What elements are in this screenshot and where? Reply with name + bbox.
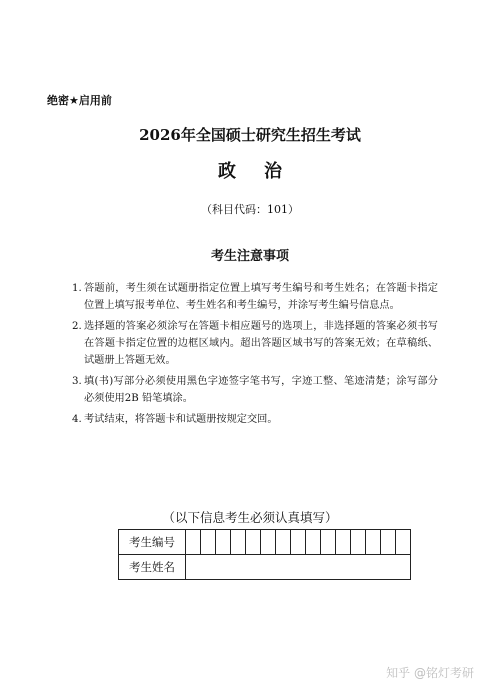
notice-item-text: 选择题的答案必须涂写在答题卡相应题号的选项上，非选择题的答案必须书写在答题卡指定位置的边框区域内。超出答题区域书写的答案无效；在草稿纸、试题册上答题无效。: [84, 321, 438, 366]
candidate-info-table: [118, 529, 411, 580]
notice-item: [72, 411, 438, 428]
notice-item-number: 2.: [72, 321, 82, 332]
notice-item-text: 考试结束，将答题卡和试题册按规定交回。: [84, 414, 278, 425]
notice-item-number: 4.: [72, 414, 82, 425]
candidate-number-digit-box[interactable]: [321, 530, 336, 555]
subject-title: 政治: [218, 161, 310, 182]
candidate-number-digit-box[interactable]: [366, 530, 381, 555]
watermark: 知乎 @铭灯考研: [386, 666, 474, 680]
notice-item: [72, 318, 438, 369]
candidate-name-field[interactable]: [186, 555, 411, 580]
candidate-number-digit-box[interactable]: [201, 530, 216, 555]
candidate-number-digit-box[interactable]: [231, 530, 246, 555]
candidate-number-digit-box[interactable]: [276, 530, 291, 555]
candidate-info-note: （以下信息考生必须认真填写）: [162, 510, 338, 525]
notice-title: 考生注意事项: [210, 249, 289, 264]
notice-item: [72, 280, 438, 314]
candidate-number-digit-box[interactable]: [291, 530, 306, 555]
candidate-number-digit-box[interactable]: [246, 530, 261, 555]
candidate-name-row: [119, 555, 411, 580]
notice-item: [72, 373, 438, 407]
candidate-number-digit-box[interactable]: [216, 530, 231, 555]
secret-mark: 绝密★启用前: [47, 94, 112, 107]
candidate-number-digit-box[interactable]: [396, 530, 411, 555]
notice-list: [72, 280, 438, 432]
notice-item-text: 填(书)写部分必须使用黑色字迹签字笔书写，字迹工整、笔迹清楚；涂写部分必须使用2B 铅笔填涂。: [84, 376, 438, 404]
candidate-number-digit-box[interactable]: [351, 530, 366, 555]
subject-code: （科目代码：101）: [201, 203, 299, 216]
candidate-number-digit-box[interactable]: [306, 530, 321, 555]
notice-item-number: 3.: [72, 376, 82, 387]
candidate-number-digit-box[interactable]: [261, 530, 276, 555]
notice-item-number: 1.: [72, 283, 82, 294]
exam-title: 2026年全国硕士研究生招生考试: [139, 126, 361, 144]
candidate-number-row: [119, 530, 411, 555]
candidate-number-digit-box[interactable]: [381, 530, 396, 555]
candidate-name-label: 考生姓名: [119, 555, 186, 580]
candidate-number-label: 考生编号: [119, 530, 186, 555]
candidate-number-digit-box[interactable]: [336, 530, 351, 555]
notice-item-text: 答题前，考生须在试题册指定位置上填写考生编号和考生姓名；在答题卡指定位置上填写报考单位、考生姓名和考生编号，并涂写考生编号信息点。: [84, 283, 438, 311]
candidate-number-digit-box[interactable]: [186, 530, 201, 555]
